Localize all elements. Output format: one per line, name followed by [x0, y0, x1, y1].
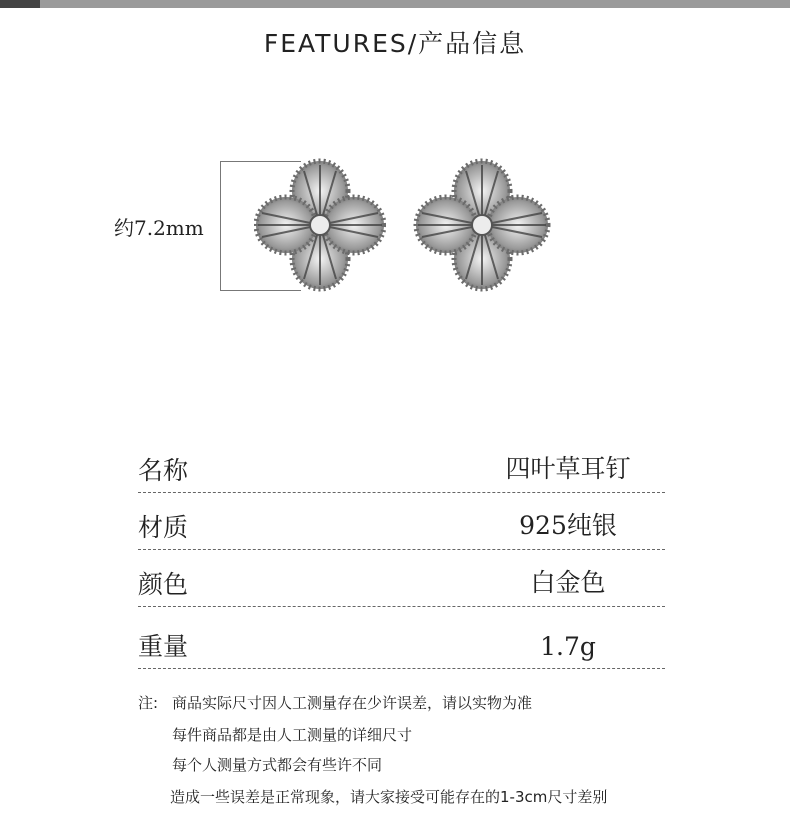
- dashed-divider: [138, 549, 665, 550]
- spec-row-name: [138, 437, 665, 493]
- top-banner-dark-corner: [0, 0, 40, 8]
- spec-label: 重量: [138, 632, 189, 661]
- clover-earring-left: [254, 157, 386, 293]
- clover-center-bead: [310, 215, 330, 235]
- note-line: 每件商品都是由人工测量的详细尺寸: [172, 726, 413, 744]
- spec-label: 材质: [138, 513, 189, 542]
- dashed-divider: [138, 492, 665, 493]
- notes-prefix: 注:: [138, 694, 159, 712]
- note-line: 每个人测量方式都会有些许不同: [172, 756, 383, 774]
- spec-value: 925纯银: [519, 511, 617, 540]
- page-title: FEATURES/产品信息: [263, 29, 527, 58]
- spec-value: 四叶草耳钉: [505, 454, 631, 483]
- spec-row-color: [138, 551, 665, 607]
- spec-row-weight: [138, 613, 665, 669]
- note-line: 造成一些误差是正常现象，请大家接受可能存在的1-3cm尺寸差别: [170, 788, 608, 806]
- spec-value: 1.7g: [540, 632, 596, 661]
- top-banner-strip: [0, 0, 790, 8]
- spec-label: 名称: [138, 456, 189, 485]
- dashed-divider: [138, 606, 665, 607]
- spec-row-material: [138, 494, 665, 550]
- note-line: 商品实际尺寸因人工测量存在少许误差，请以实物为准: [172, 694, 533, 712]
- clover-center-bead: [472, 215, 492, 235]
- spec-label: 颜色: [138, 570, 189, 599]
- clover-earring-right: [412, 157, 552, 293]
- size-label: 约7.2mm: [114, 216, 204, 240]
- dashed-divider: [138, 668, 665, 669]
- spec-value: 白金色: [530, 568, 606, 597]
